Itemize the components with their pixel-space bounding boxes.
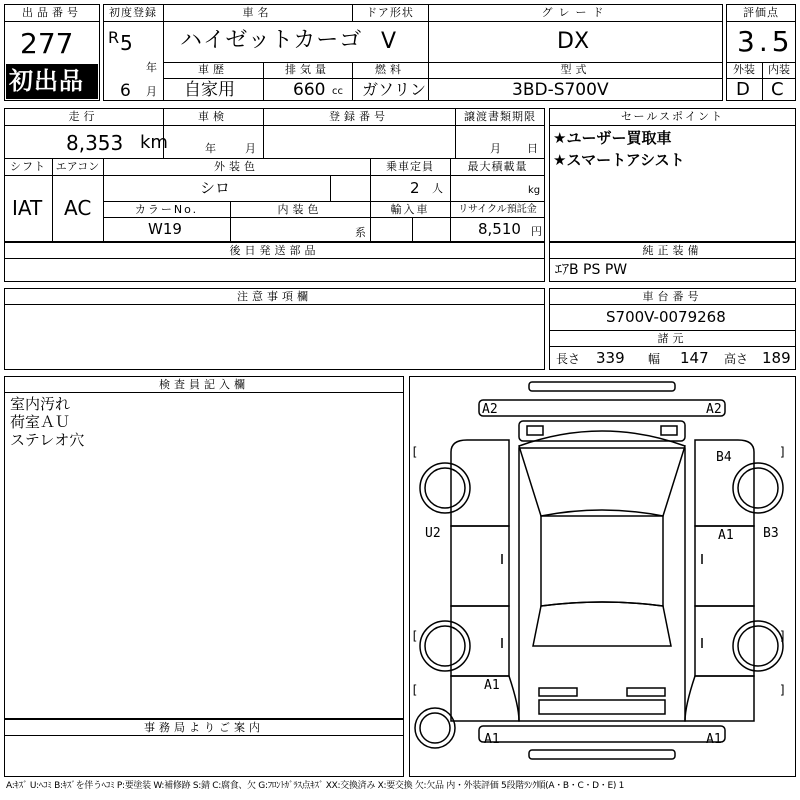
grade-value: DX [557, 29, 590, 54]
transfer-month-unit: 月 [490, 142, 501, 155]
displacement-header: 排気量 [285, 63, 330, 76]
spec-height-value: 189 [762, 349, 791, 367]
car-name-value: ハイゼットカーゴ [180, 28, 363, 53]
mark-right-door: A1 [718, 528, 734, 543]
mark-front-left: A2 [482, 402, 498, 417]
first-reg-header: 初度登録 [109, 6, 157, 19]
recycle-value: 8,510 [478, 220, 521, 238]
interior-color-header: 内装色 [277, 203, 323, 216]
ext-value: D [736, 79, 750, 100]
inspector-line-1: 室内汚れ [10, 395, 71, 413]
import-header: 輸入車 [390, 203, 430, 216]
office-header: 事務局よりご案内 [144, 721, 264, 734]
mark-right-side: B3 [763, 526, 779, 541]
svg-text:[: [ [411, 629, 419, 643]
spec-width-label: 幅 [648, 352, 661, 366]
first-reg-year: 5 [120, 31, 133, 55]
transfer-header: 譲渡書類期限 [464, 110, 536, 123]
mark-left-rear: A1 [484, 678, 500, 693]
shift-value: IAT [12, 196, 43, 220]
vehicle-diagram [409, 376, 796, 777]
lot-number: 277 [20, 27, 74, 60]
capacity-header: 乗車定員 [386, 160, 434, 173]
interior-color-unit: 系 [355, 226, 366, 239]
color-header: 外装色 [214, 160, 259, 173]
spec-height-label: 高さ [724, 352, 749, 366]
ext-header: 外装 [733, 63, 755, 76]
specs-header: 諸元 [657, 332, 688, 345]
displacement-value: 660 [293, 80, 326, 100]
mark-rear-right: A1 [706, 732, 722, 747]
sales-points-header: セールスポイント [620, 110, 724, 123]
model-header: 型式 [560, 63, 591, 76]
chassis-value: S700V-0079268 [606, 308, 726, 326]
legend-text: A:ｷｽﾞ U:ﾍｺﾐ B:ｷｽﾞを伴うﾍｺﾐ P:要塗装 W:補修跡 S:錆 C:腐食、欠 G:ﾌﾛﾝﾄｶﾞﾗｽ点ｷｽﾞ XX:交換済み X:要交換 欠:欠品 内・外装評価 5段階ﾗﾝｸ順(A・B・C・D・E) 1 [6, 781, 625, 791]
equipment-value: ｴｱB PS PW [555, 262, 628, 278]
score-header: 評価点 [743, 6, 779, 19]
int-header: 内装 [768, 63, 790, 76]
spec-width-value: 147 [680, 349, 709, 367]
mileage-header: 走行 [68, 110, 99, 123]
lot-header: 出品番号 [22, 6, 82, 19]
mileage-value: 8,353 [66, 131, 124, 155]
recycle-header: リサイクル預託金 [458, 204, 537, 215]
svg-text:]: ] [779, 629, 787, 643]
sales-point-2: ★スマートアシスト [553, 151, 685, 169]
svg-text:[: [ [411, 683, 419, 697]
fuel-value: ガソリン [362, 80, 427, 99]
capacity-value: 2 [410, 179, 420, 197]
transfer-day-unit: 日 [527, 142, 538, 155]
int-value: C [771, 79, 784, 100]
chassis-header: 車台番号 [642, 290, 703, 303]
first-listing-text: 初出品 [9, 67, 84, 95]
first-reg-month: 6 [120, 81, 131, 101]
capacity-unit: 人 [432, 182, 443, 195]
reg-number-header: 登録番号 [329, 110, 389, 123]
svg-text:]: ] [779, 445, 787, 459]
shift-header: シフト [10, 160, 46, 173]
mark-left-door: U2 [425, 526, 441, 541]
door-value: V [381, 29, 397, 54]
aircon-header: エアコン [55, 160, 100, 173]
grade-header: グレード [541, 6, 610, 19]
mileage-unit: km [140, 132, 168, 153]
later-parts-header: 後日発送部品 [229, 244, 320, 257]
inspector-line-2: 荷室ＡＵ [10, 413, 71, 431]
color-no-header: カラーNo. [134, 203, 199, 216]
color-value: シロ [200, 179, 231, 197]
first-reg-month-unit: 月 [146, 85, 157, 98]
mark-front-right: A2 [706, 402, 722, 417]
sales-point-1: ★ユーザー買取車 [553, 129, 672, 147]
history-value: 自家用 [184, 80, 235, 100]
notes-header: 注意事項欄 [237, 290, 312, 303]
spec-length-value: 339 [596, 349, 625, 367]
inspection-month-unit: 月 [245, 142, 256, 155]
first-reg-year-unit: 年 [146, 61, 157, 74]
aircon-value: AC [64, 196, 92, 220]
mark-rear-left: A1 [484, 732, 500, 747]
door-header: ドア形状 [366, 6, 414, 19]
model-value: 3BD-S700V [512, 80, 609, 100]
svg-text:]: ] [779, 683, 787, 697]
color-no-value: W19 [148, 220, 182, 238]
max-load-header: 最大積載量 [467, 160, 528, 173]
equipment-header: 純正装備 [642, 244, 703, 257]
svg-text:[: [ [411, 445, 419, 459]
recycle-unit: 円 [531, 225, 542, 238]
inspector-header: 検査員記入欄 [159, 378, 249, 391]
spec-length-label: 長さ [556, 352, 581, 366]
inspection-year-unit: 年 [205, 142, 216, 155]
displacement-unit: cc [332, 86, 343, 97]
mark-right-front-wheel: B4 [716, 450, 732, 465]
score-value: 3.5 [737, 25, 794, 58]
inspector-line-3: ステレオ穴 [10, 431, 85, 449]
inspection-header: 車検 [198, 110, 228, 123]
first-reg-era: R [108, 28, 120, 47]
history-header: 車歴 [198, 63, 228, 76]
fuel-header: 燃料 [375, 63, 405, 76]
car-name-header: 車名 [242, 6, 273, 19]
max-load-unit: kg [528, 185, 541, 196]
